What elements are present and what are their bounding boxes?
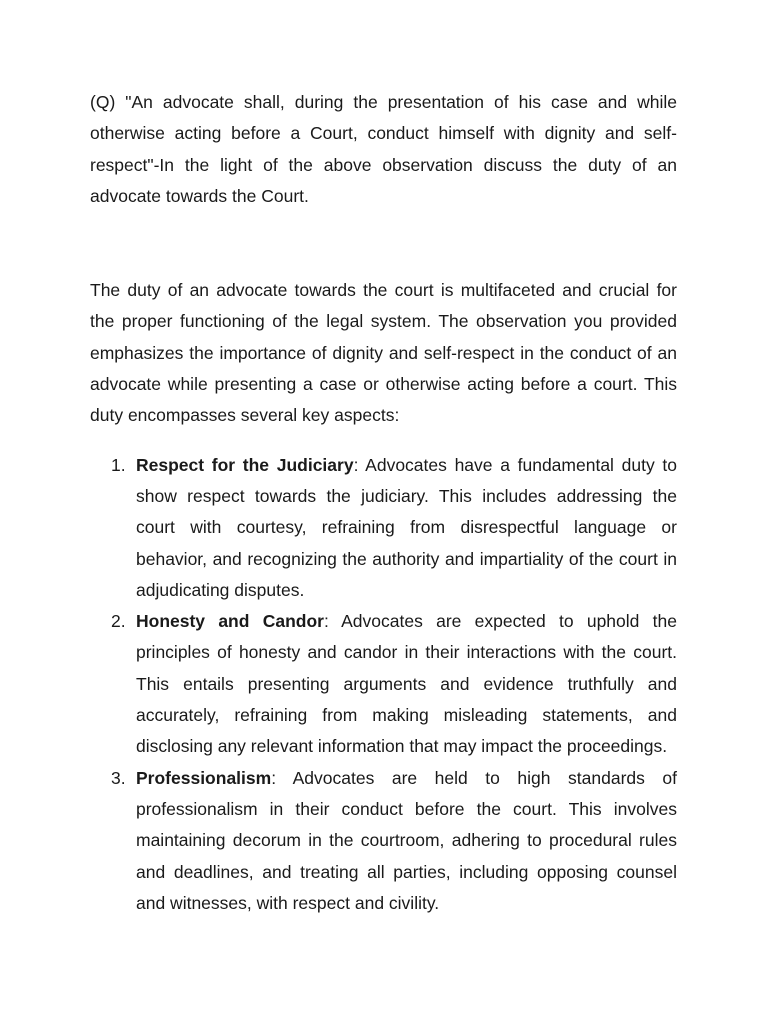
list-item — [90, 606, 677, 762]
list-item-description: : Advocates are held to high standards of professionalism in their conduct before the court. This involves maintaining decorum in the courtroom, adhering to procedural rules and deadlines, and treating all parties, including opposing counsel and witnesses, with respect and civility. — [136, 767, 677, 913]
list-item-number: 2. — [111, 611, 126, 632]
question-paragraph: (Q) "An advocate shall, during the presentation of his case and while otherwise acting before a Court, conduct himself with dignity and self-respect"-In the light of the above observation discuss the duty of an advocate towards the Court. — [90, 92, 677, 206]
list-item-number: 3. — [111, 767, 126, 788]
list-item-description: : Advocates have a fundamental duty to show respect towards the judiciary. This includes addressing the court with courtesy, refraining from disrespectful language or behavior, and recognizing the authority and impartiality of the court in adjudicating disputes. — [136, 454, 677, 600]
list-item-body — [136, 450, 677, 606]
list-item-body — [136, 763, 677, 919]
intro-paragraph: The duty of an advocate towards the court is multifaceted and crucial for the proper functioning of the legal system. The observation you provided emphasizes the importance of dignity and self-respect in the conduct of an advocate while presenting a case or otherwise acting before a court. This duty encompasses several key aspects: — [90, 280, 677, 426]
list-item-number: 1. — [111, 454, 126, 475]
list-item-title: Respect for the Judiciary — [136, 454, 354, 475]
list-item — [90, 763, 677, 919]
document-page — [90, 87, 677, 919]
list-item-title: Honesty and Candor — [136, 611, 324, 632]
list-item-description: : Advocates are expected to uphold the principles of honesty and candor in their interactions with the court. This entails presenting arguments and evidence truthfully and accurately, refraining from making misleading statements, and disclosing any relevant information that may impact the proceedings. — [136, 611, 677, 757]
list-item — [90, 450, 677, 606]
list-item-body — [136, 606, 677, 762]
key-aspects-list — [90, 450, 677, 919]
list-item-title: Professionalism — [136, 767, 272, 788]
